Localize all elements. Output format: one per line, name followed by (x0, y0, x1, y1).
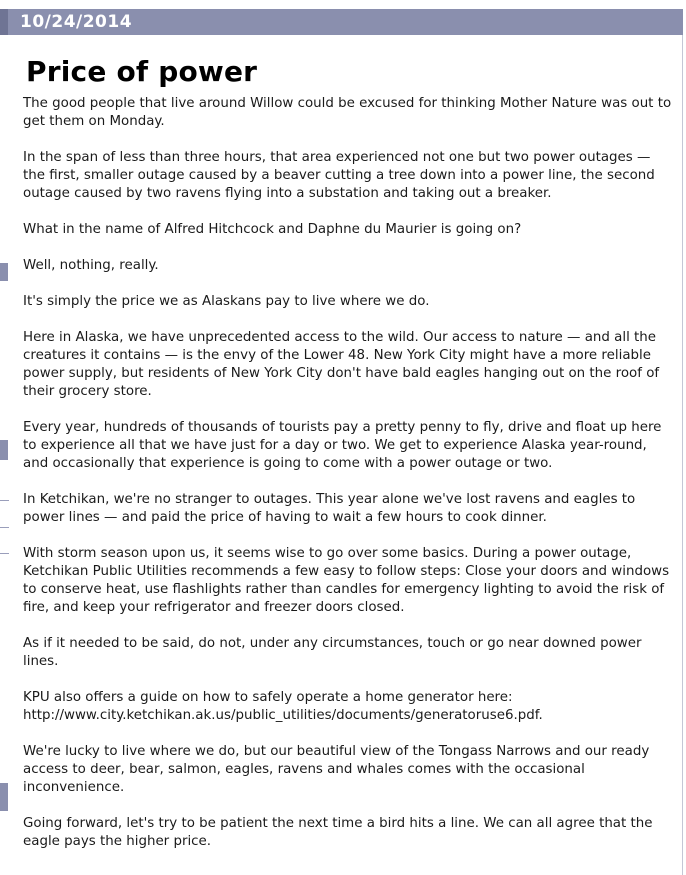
article-paragraph: The good people that live around Willow could be excused for thinking Mother Nature was out to get them on Monday. (23, 96, 672, 129)
article-body (23, 95, 673, 869)
page-edge-marker (0, 783, 8, 811)
article-title: Price of power (26, 55, 258, 88)
date-header-bar (0, 9, 683, 35)
article-paragraph: Going forward, let's try to be patient the next time a bird hits a line. We can all agree that the eagle pays the higher price. (23, 816, 653, 849)
page-edge-marker (0, 263, 8, 281)
publication-date: 10/24/2014 (20, 12, 133, 32)
page-edge-tick (0, 500, 9, 501)
article-paragraph: Well, nothing, really. (23, 258, 159, 273)
article-paragraph: With storm season upon us, it seems wise to go over some basics. During a power outage, Ketchikan Public Utilities recommends a few easy to follow steps: Close your doors and windows to conserve heat, use flashlights rather than candles for emergency lighting to avoid the risk of fire, and keep your refrigerator and freezer doors closed. (23, 546, 670, 615)
page-right-border (682, 35, 683, 875)
article-paragraph: In Ketchikan, we're no stranger to outages. This year alone we've lost ravens and eagles to power lines — and paid the price of having to wait a few hours to cook dinner. (23, 492, 636, 525)
page-edge-tick (0, 553, 9, 554)
page-edge-tick (0, 527, 9, 528)
article-paragraph: Every year, hundreds of thousands of tourists pay a pretty penny to fly, drive and float up here to experience all that we have just for a day or two. We get to experience Alaska year-round, and occasionally that experience is going to come with a power outage or two. (23, 420, 662, 471)
header-bar-stub (0, 9, 8, 35)
article-paragraph: Here in Alaska, we have unprecedented access to the wild. Our access to nature — and all the creatures it contains — is the envy of the Lower 48. New York City might have a more reliable power supply, but residents of New York City don't have bald eagles hanging out on the roof of their grocery store. (23, 330, 660, 399)
article-paragraph: We're lucky to live where we do, but our beautiful view of the Tongass Narrows and our ready access to deer, bear, salmon, eagles, ravens and whales comes with the occasional inconvenience. (23, 744, 650, 795)
article-paragraph: KPU also offers a guide on how to safely operate a home generator here: http://www.city.ketchikan.ak.us/public_utilities/documents/generatoruse6.pdf. (23, 690, 543, 723)
article-paragraph: As if it needed to be said, do not, under any circumstances, touch or go near downed power lines. (23, 636, 642, 669)
article-paragraph: In the span of less than three hours, that area experienced not one but two power outages — the first, smaller outage caused by a beaver cutting a tree down into a power line, the second outage caused by two ravens flying into a substation and taking out a breaker. (23, 150, 655, 201)
page-edge-marker (0, 440, 8, 460)
article-paragraph: It's simply the price we as Alaskans pay to live where we do. (23, 294, 430, 309)
article-paragraph: What in the name of Alfred Hitchcock and Daphne du Maurier is going on? (23, 222, 522, 237)
